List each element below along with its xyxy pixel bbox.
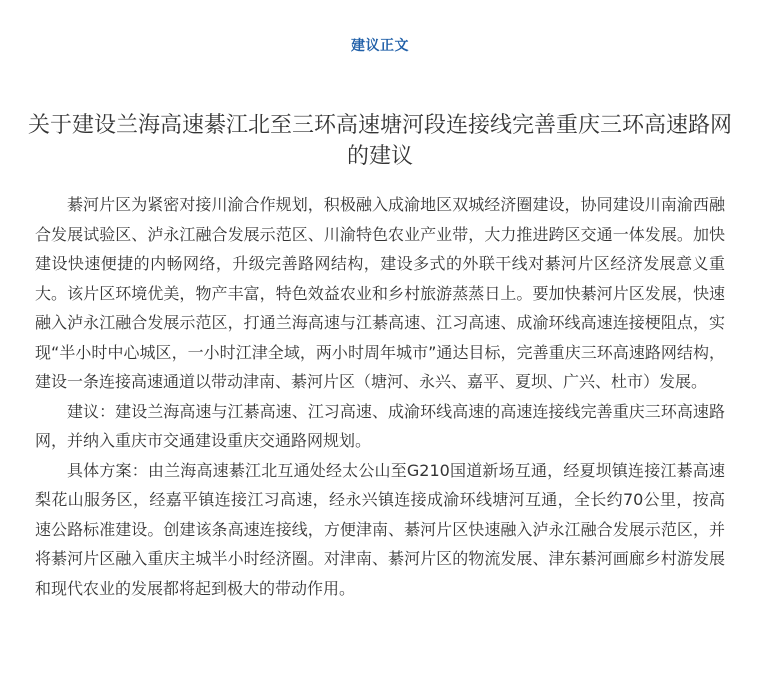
paragraph-plan: 具体方案：由兰海高速綦江北互通处经太公山至G210国道新场互通，经夏坝镇连接江綦高速梨花山服务区，经嘉平镇连接江习高速，经永兴镇连接成渝环线塘河互通，全长约70公里，按高速公路标准建设。创建该条高速连接线，方便津南、綦河片区快速融入泸永江融合发展示范区，并将綦河片区融入重庆主城半小时经济圈。对津南、綦河片区的物流发展、津东綦河画廊乡村游发展和现代农业的发展都将起到极大的带动作用。 (35, 460, 725, 598)
paragraph-suggestion: 建议：建设兰海高速与江綦高速、江习高速、成渝环线高速的高速连接线完善重庆三环高速路网，并纳入重庆市交通建设重庆交通路网规划。 (35, 401, 725, 450)
document-title: 关于建设兰海高速綦江北至三环高速塘河段连接线完善重庆三环高速路网的建议 (27, 112, 732, 169)
section-label: 建议正文 (351, 38, 409, 54)
paragraph-background: 綦河片区为紧密对接川渝合作规划，积极融入成渝地区双城经济圈建设，协同建设川南渝西融合发展试验区、泸永江融合发展示范区、川渝特色农业产业带，大力推进跨区交通一体发展。加快建设快速便捷的内畅网络，升级完善路网结构，建设多式的外联干线对綦河片区经济发展意义重大。该片区环境优美，物产丰富，特色效益农业和乡村旅游蒸蒸日上。要加快綦河片区发展，快速融入泸永江融合发展示范区，打通兰海高速与江綦高速、江习高速、成渝环线高速连接梗阻点，实现“半小时中心城区，一小时江津全域，两小时周年城市”通达目标，完善重庆三环高速路网结构，建设一条连接高速通道以带动津南、綦河片区（塘河、永兴、嘉平、夏坝、广兴、杜市）发展。 (35, 195, 725, 391)
document-body (35, 190, 725, 603)
